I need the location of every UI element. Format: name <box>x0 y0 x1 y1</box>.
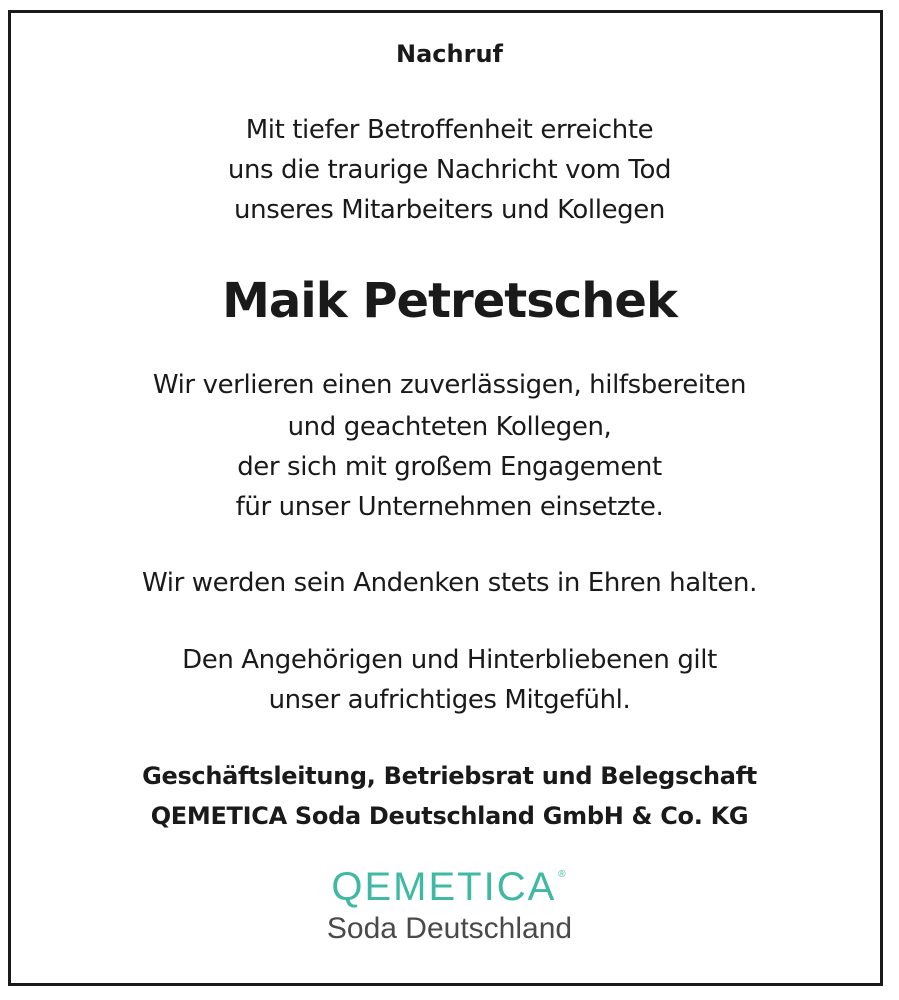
signature-line-1: Geschäftsleitung, Betriebsrat und Belegschaft <box>142 762 757 790</box>
tribute-line-4: für unser Unternehmen einsetzte. <box>235 492 664 522</box>
signature-line-2: QEMETICA Soda Deutschland GmbH & Co. KG <box>150 802 749 830</box>
intro-line-1: Mit tiefer Betroffenheit erreichte <box>245 115 654 145</box>
obituary-heading: Nachruf <box>396 40 503 68</box>
intro-line-3: unseres Mitarbeiters und Kollegen <box>234 195 665 225</box>
remembrance-line: Wir werden sein Andenken stets in Ehren halten. <box>142 568 757 598</box>
company-logo-subtitle: Soda Deutschland <box>326 912 573 945</box>
logo-wordmark-text: QEMETICA <box>331 865 557 909</box>
condolence-line-2: unser aufrichtiges Mitgefühl. <box>268 685 631 715</box>
logo-trademark: ® <box>558 869 568 880</box>
company-logo-wordmark <box>0 865 899 910</box>
deceased-name: Maik Petretschek <box>222 273 677 329</box>
tribute-line-2: und geachteten Kollegen, <box>287 412 612 442</box>
tribute-line-3: der sich mit großem Engagement <box>237 452 662 482</box>
intro-line-2: uns die traurige Nachricht vom Tod <box>227 155 672 185</box>
condolence-line-1: Den Angehörigen und Hinterbliebenen gilt <box>182 645 717 675</box>
tribute-line-1: Wir verlieren einen zuverlässigen, hilfsbereiten <box>152 370 747 400</box>
